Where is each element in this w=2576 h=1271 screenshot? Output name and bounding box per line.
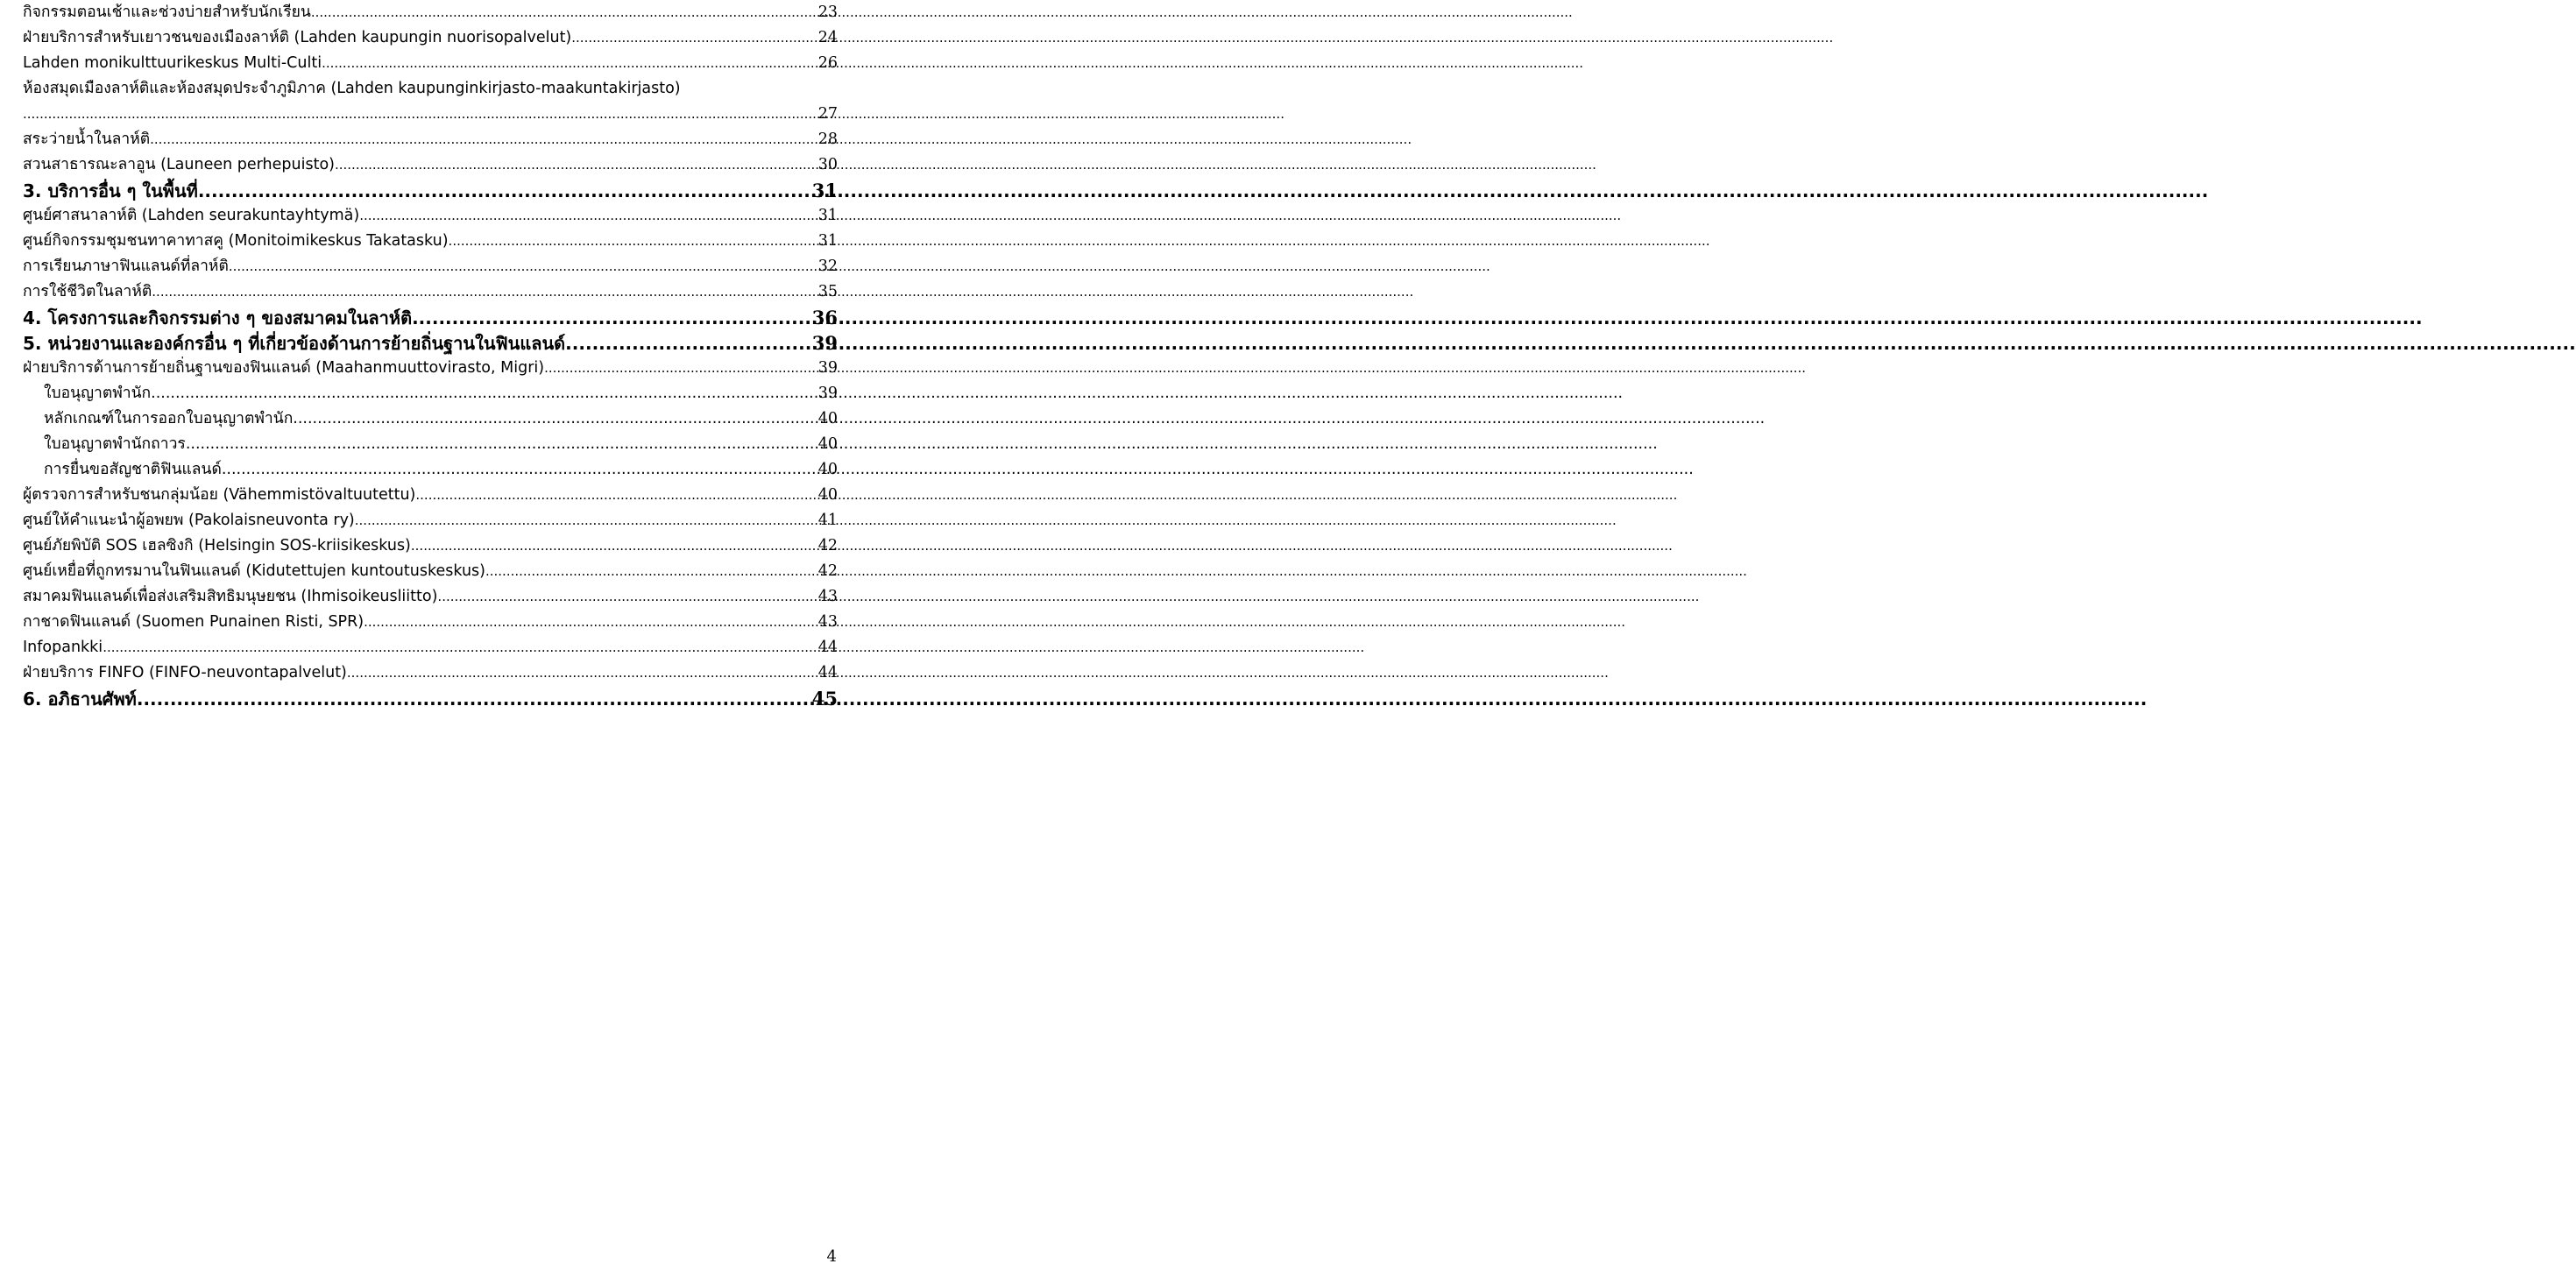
dot-leader xyxy=(359,203,817,229)
toc-entry-title: ศูนย์ให้คำแนะนำผู้อพยพ (Pakolaisneuvonta ry) xyxy=(23,512,355,529)
toc-entry[interactable] xyxy=(23,533,838,559)
toc-entry[interactable] xyxy=(23,508,838,533)
toc-entry-page: 30 xyxy=(817,156,838,173)
toc-entry-page: 40 xyxy=(817,435,838,453)
toc-entry-page: 43 xyxy=(817,588,838,605)
toc-entry-page: 28 xyxy=(817,131,838,148)
toc-entry-title: การใช้ชีวิตในลาห์ติ xyxy=(23,283,152,300)
toc-entry-page: 44 xyxy=(817,664,838,681)
toc-entry-page: 27 xyxy=(817,105,838,123)
toc-entry[interactable] xyxy=(23,483,838,508)
dot-leader xyxy=(544,356,817,381)
toc-entry-title: ฝ่ายบริการสำหรับเยาวชนของเมืองลาห์ติ (Lahden kaupungin nuorisopalvelut) xyxy=(23,29,572,46)
dot-leader xyxy=(485,559,817,584)
toc-entry-page: 24 xyxy=(817,29,838,46)
toc-entry-page: 32 xyxy=(817,258,838,275)
toc-entry-title: 5. หน่วยงานและองค์กรอื่น ๆ ที่เกี่ยวข้องด้านการย้ายถิ่นฐานในฟินแลนด์ xyxy=(23,333,566,354)
dot-leader xyxy=(151,381,817,406)
toc-entry-title: 4. โครงการและกิจกรรมต่าง ๆ ของสมาคมในลาห์ติ xyxy=(23,307,413,328)
dot-leader xyxy=(103,635,817,660)
toc-entry-title: ศูนย์กิจกรรมชุมชนทาคาทาสคู (Monitoimikeskus Takatasku) xyxy=(23,232,449,250)
toc-entry-page: 36 xyxy=(811,307,838,328)
dot-leader xyxy=(186,432,817,457)
toc-entry[interactable] xyxy=(23,635,838,660)
toc-entry-title: 6. อภิธานศัพท์ xyxy=(23,688,137,710)
toc-entry-page: 43 xyxy=(817,613,838,631)
dot-leader xyxy=(293,406,817,432)
toc-entry-title: ฝ่ายบริการด้านการย้ายถิ่นฐานของฟินแลนด์ (Maahanmuuttovirasto, Migri) xyxy=(23,359,545,377)
toc-entry[interactable] xyxy=(23,254,838,279)
toc-entry[interactable] xyxy=(23,203,838,229)
toc-entry[interactable] xyxy=(23,229,838,254)
toc-entry[interactable] xyxy=(23,584,838,610)
dot-leader xyxy=(198,179,811,204)
dot-leader xyxy=(150,127,817,152)
toc-entry-title: ใบอนุญาตพำนัก xyxy=(44,385,152,402)
toc-chapter[interactable] xyxy=(23,305,838,330)
toc-entry[interactable] xyxy=(23,0,838,25)
toc-entry[interactable] xyxy=(23,559,838,584)
dot-leader xyxy=(222,457,817,483)
dot-leader xyxy=(152,279,817,305)
dot-leader xyxy=(137,687,811,712)
toc-entry-page: 42 xyxy=(817,562,838,580)
toc-entry[interactable] xyxy=(23,127,838,152)
toc-entry-page: 42 xyxy=(817,537,838,554)
toc-entry-title: ผู้ตรวจการสำหรับชนกลุ่มน้อย (Vähemmistövaltuutettu) xyxy=(23,486,416,504)
toc-entry[interactable] xyxy=(23,457,838,483)
dot-leader xyxy=(355,508,817,533)
toc-entry-page: 31 xyxy=(811,180,838,201)
toc-entry-page: 31 xyxy=(817,232,838,250)
toc-entry-title: การเรียนภาษาฟินแลนด์ที่ลาห์ติ xyxy=(23,258,229,275)
toc-entry-title: ฝ่ายบริการ FINFO (FINFO-neuvontapalvelut) xyxy=(23,664,347,681)
toc-chapter[interactable] xyxy=(23,330,838,356)
toc-entry[interactable] xyxy=(23,432,838,457)
toc-entry[interactable] xyxy=(23,51,838,76)
toc-entry-title: Lahden monikulttuurikeskus Multi-Culti xyxy=(23,54,322,72)
toc-entry-title: 3. บริการอื่น ๆ ในพื้นที่ xyxy=(23,180,198,201)
dot-leader xyxy=(322,51,817,76)
toc-entry-title: Infopankki xyxy=(23,639,103,656)
toc-entry-title: ศูนย์ภัยพิบัติ SOS เฮลซิงกิ (Helsingin SOS-kriisikeskus) xyxy=(23,537,411,554)
dot-leader xyxy=(364,610,817,635)
toc-entry[interactable] xyxy=(23,610,838,635)
toc-entry-title: สวนสาธารณะลาอูน (Launeen perhepuisto) xyxy=(23,156,335,173)
toc-entry-title: กิจกรรมตอนเช้าและช่วงบ่ายสำหรับนักเรียน xyxy=(23,4,311,21)
toc-entry-title: ศูนย์ศาสนาลาห์ติ (Lahden seurakuntayhtymä) xyxy=(23,207,360,224)
toc-entry-page: 35 xyxy=(817,283,838,300)
dot-leader xyxy=(23,102,817,127)
dot-leader xyxy=(412,306,811,331)
dot-leader xyxy=(347,660,817,686)
dot-leader xyxy=(411,533,817,559)
toc-entry-page: 40 xyxy=(817,410,838,427)
toc-entry-page: 44 xyxy=(817,639,838,656)
dot-leader xyxy=(415,483,817,508)
dot-leader xyxy=(335,152,817,178)
toc-entry[interactable] xyxy=(23,660,838,686)
toc-entry-page: 23 xyxy=(817,4,838,21)
dot-leader xyxy=(571,25,817,51)
toc-entry[interactable] xyxy=(23,76,838,127)
toc-entry[interactable] xyxy=(23,25,838,51)
dot-leader xyxy=(565,331,811,357)
dot-leader xyxy=(229,254,817,279)
toc-entry-page: 41 xyxy=(817,512,838,529)
toc-entry-page: 26 xyxy=(817,54,838,72)
toc-chapter[interactable] xyxy=(23,178,838,203)
toc-entry-title: ศูนย์เหยื่อที่ถูกทรมานในฟินแลนด์ (Kidutettujen kuntoutuskeskus) xyxy=(23,562,485,580)
toc-entry-title: หลักเกณฑ์ในการออกใบอนุญาตพำนัก xyxy=(44,410,294,427)
toc-entry[interactable] xyxy=(23,356,838,381)
toc-entry-title: ห้องสมุดเมืองลาห์ติและห้องสมุดประจำภูมิภาค (Lahden kaupunginkirjasto-maakuntakirjasto) xyxy=(23,80,681,97)
dot-leader xyxy=(311,0,817,25)
toc-entry-page: 39 xyxy=(817,359,838,377)
toc-entry[interactable] xyxy=(23,406,838,432)
dot-leader xyxy=(449,229,817,254)
toc-entry-title: การยื่นขอสัญชาติฟินแลนด์ xyxy=(44,461,222,478)
toc-entry-title: กาชาดฟินแลนด์ (Suomen Punainen Risti, SPR) xyxy=(23,613,364,631)
toc-entry-title: สระว่ายน้ำในลาห์ติ xyxy=(23,131,151,148)
toc-entry-page: 40 xyxy=(817,461,838,478)
toc-entry-page: 39 xyxy=(811,332,838,354)
toc-chapter[interactable] xyxy=(23,686,838,711)
toc-entry-title: ใบอนุญาตพำนักถาวร xyxy=(44,435,186,453)
toc-entry[interactable] xyxy=(23,279,838,305)
toc-entry-page: 31 xyxy=(817,207,838,224)
toc-entry-page: 39 xyxy=(817,385,838,402)
toc-entry[interactable] xyxy=(23,152,838,178)
toc-entry[interactable] xyxy=(23,381,838,406)
page-number: 4 xyxy=(826,1247,837,1266)
toc-entry-title: สมาคมฟินแลนด์เพื่อส่งเสริมสิทธิมนุษยชน (Ihmisoikeusliitto) xyxy=(23,588,438,605)
toc-entry-page: 45 xyxy=(811,688,838,710)
dot-leader xyxy=(437,584,817,610)
table-of-contents xyxy=(23,0,838,711)
toc-entry-page: 40 xyxy=(817,486,838,504)
